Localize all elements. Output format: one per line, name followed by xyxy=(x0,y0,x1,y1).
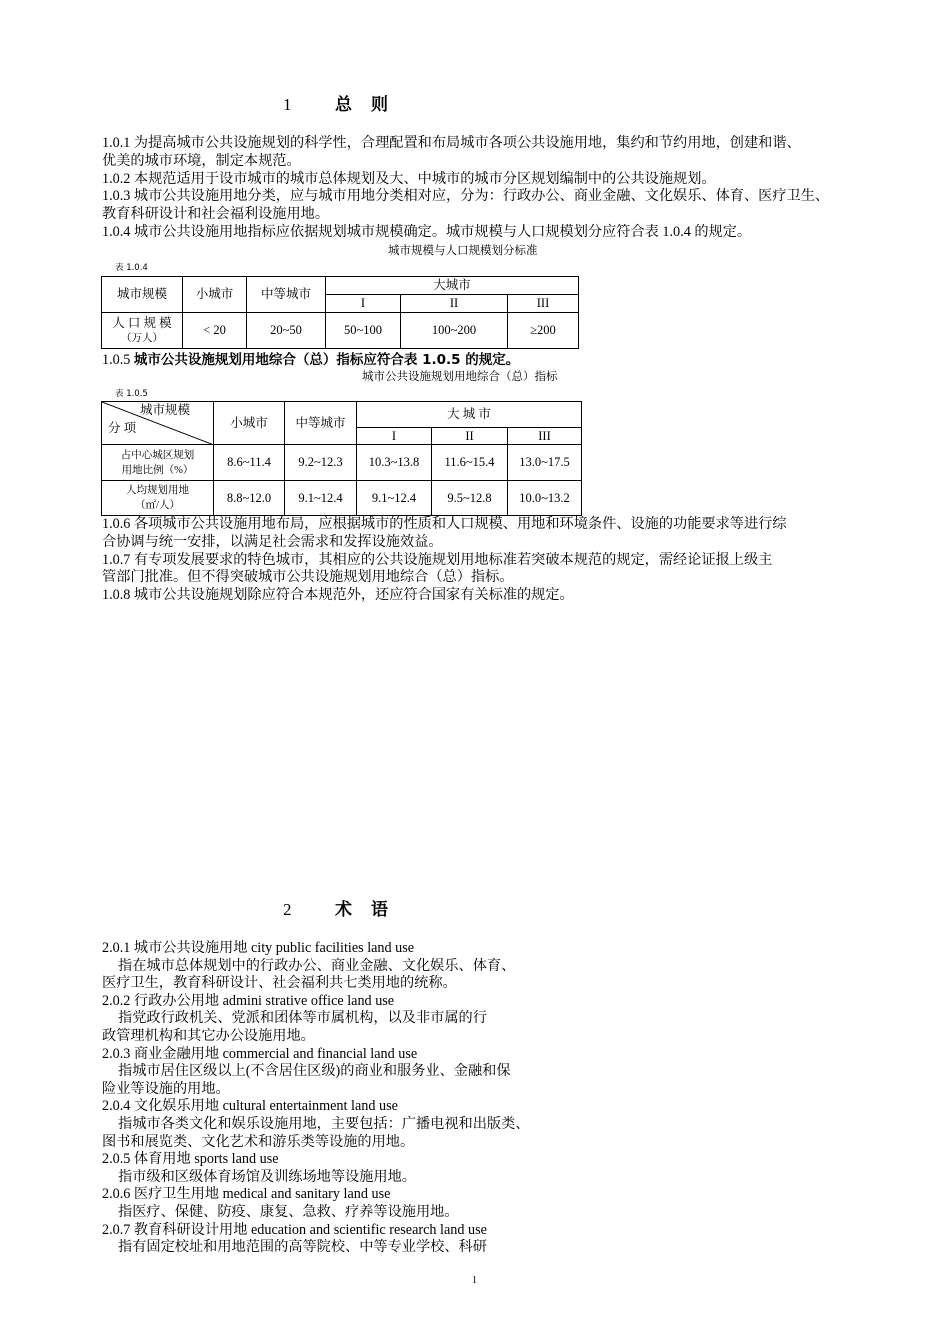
table-header-cell: 小城市 xyxy=(183,277,247,313)
table-cell: 20~50 xyxy=(247,313,326,349)
table-cell: 13.0~17.5 xyxy=(508,445,582,481)
table-header-cell: I xyxy=(326,295,401,313)
term-definition: 医疗卫生，教育科研设计、社会福利共七类用地的统称。 xyxy=(102,975,457,992)
paragraph-105 xyxy=(102,348,519,369)
table-row-label xyxy=(102,445,214,481)
table-header-cell: III xyxy=(508,428,582,445)
term-heading: 2.0.1 城市公共设施用地 city public facilities land use xyxy=(102,940,415,956)
paragraph-line: 管部门批准。但不得突破城市公共设施规划用地综合（总）指标。 xyxy=(102,569,514,586)
table-header-cell: I xyxy=(357,428,432,445)
paragraph-line: 1.0.6 各项城市公共设施用地布局，应根据城市的性质和人口规模、用地和环境条件、设施的功能要求等进行综 xyxy=(102,516,787,532)
term-heading: 2.0.6 医疗卫生用地 medical and sanitary land use xyxy=(102,1186,391,1203)
term-definition: 指有固定校址和用地范围的高等院校、中等专业学校、科研 xyxy=(118,1239,487,1256)
table-header-cell: 中等城市 xyxy=(285,402,357,445)
term-definition: 政管理机构和其它办公设施用地。 xyxy=(102,1027,315,1044)
table-105 xyxy=(101,401,582,516)
table-cell: ≥200 xyxy=(508,313,579,349)
table-cell: 8.8~12.0 xyxy=(214,481,285,516)
table-cell: 10.0~13.2 xyxy=(508,481,582,516)
table-cell: 11.6~15.4 xyxy=(432,445,508,481)
term-definition: 险业等设施的用地。 xyxy=(102,1080,230,1097)
table-105-label: 表 1.0.5 xyxy=(115,389,148,399)
table-104-caption: 城市规模与人口规模划分标准 xyxy=(388,243,538,257)
chapter-1-heading xyxy=(283,90,389,115)
term-definition: 指在城市总体规划中的行政办公、商业金融、文化娱乐、体育、 xyxy=(118,957,516,974)
table-cell: 50~100 xyxy=(326,313,401,349)
chapter-2-number: 2 xyxy=(283,900,293,919)
paragraph-105-prefix: 1.0.5 xyxy=(102,352,134,368)
chapter-2-heading xyxy=(283,895,389,920)
terms-list xyxy=(102,940,802,1257)
table-header-cell: II xyxy=(401,295,508,313)
paragraph-line: 1.0.8 城市公共设施规划除应符合本规范外，还应符合国家有关标准的规定。 xyxy=(102,587,574,604)
table-header-cell: II xyxy=(432,428,508,445)
table-header-cell: 大城市 xyxy=(326,277,579,295)
paragraph-line: 优美的城市环境，制定本规范。 xyxy=(102,152,301,169)
table-105-caption: 城市公共设施规划用地综合（总）指标 xyxy=(362,369,558,383)
paragraph-line: 1.0.7 有专项发展要求的特色城市，其相应的公共设施规划用地标准若突破本规范的规定，需经论证报上级主 xyxy=(102,551,773,568)
table-cell: 9.2~12.3 xyxy=(285,445,357,481)
paragraph-line: 教育科研设计和社会福利设施用地。 xyxy=(102,206,330,223)
term-definition: 指城市各类文化和娱乐设施用地，主要包括：广播电视和出版类、 xyxy=(118,1115,530,1132)
row-label-line: 人 口 规 模 xyxy=(112,315,172,330)
chapter-1-intro xyxy=(102,135,867,242)
table-header-cell: 中等城市 xyxy=(247,277,326,313)
chapter-1-title: 总 则 xyxy=(335,95,389,114)
term-definition: 指党政行政机关、党派和团体等市属机构，以及非市属的行 xyxy=(118,1010,487,1027)
row-label-line: 占中心城区规划 xyxy=(120,449,195,461)
table-cell: 9.5~12.8 xyxy=(432,481,508,516)
paragraph-line: 1.0.1 为提高城市公共设施规划的科学性，合理配置和布局城市各项公共设施用地，集约和节约用地，创建和谐、 xyxy=(102,135,801,151)
table-row-label xyxy=(102,481,214,516)
diagonal-top-label: 城市规模 xyxy=(140,403,191,417)
term-definition: 指医疗、保健、防疫、康复、急救、疗养等设施用地。 xyxy=(118,1203,459,1220)
row-label-unit: （万人） xyxy=(121,332,163,344)
term-heading: 2.0.2 行政办公用地 admini strative office land use xyxy=(102,992,395,1009)
table-header-cell: 大 城 市 xyxy=(357,402,582,428)
paragraph-line: 合协调与统一安排，以满足社会需求和发挥设施效益。 xyxy=(102,533,443,550)
chapter-1-number: 1 xyxy=(283,95,293,114)
table-cell: 8.6~11.4 xyxy=(214,445,285,481)
paragraph-105-bold: 城市公共设施规划用地综合（总）指标应符合表 1.0.5 的规定。 xyxy=(133,352,520,368)
table-cell: 10.3~13.8 xyxy=(357,445,432,481)
term-definition: 图书和展览类、文化艺术和游乐类等设施的用地。 xyxy=(102,1133,415,1150)
paragraph-line: 1.0.3 城市公共设施用地分类，应与城市用地分类相对应，分为：行政办公、商业金融、文化娱乐、体育、医疗卫生、 xyxy=(102,188,830,205)
table-104 xyxy=(101,276,579,349)
table-header-cell: 小城市 xyxy=(214,402,285,445)
table-cell: 100~200 xyxy=(401,313,508,349)
diagonal-bottom-label: 分 项 xyxy=(108,421,137,435)
chapter-2-title: 术 语 xyxy=(335,900,389,919)
term-heading: 2.0.3 商业金融用地 commercial and financial land use xyxy=(102,1045,418,1062)
paragraph-line: 1.0.2 本规范适用于设市城市的城市总体规划及大、中城市的城市分区规划编制中的公共设施规划。 xyxy=(102,170,716,187)
page-number: 1 xyxy=(472,1275,477,1286)
term-heading: 2.0.4 文化娱乐用地 cultural entertainment land use xyxy=(102,1098,398,1115)
term-definition: 指城市居住区级以上(不含居住区级)的商业和服务业、金融和保 xyxy=(118,1063,511,1080)
table-header-cell: 城市规模 xyxy=(102,277,183,313)
table-diagonal-header xyxy=(102,402,214,445)
table-row-label xyxy=(102,313,183,349)
table-104-label: 表 1.0.4 xyxy=(115,263,148,273)
term-definition: 指市级和区级体育场馆及训练场地等设施用地。 xyxy=(118,1168,416,1185)
term-heading: 2.0.5 体育用地 sports land use xyxy=(102,1151,279,1168)
table-cell: 9.1~12.4 xyxy=(357,481,432,516)
table-cell: 9.1~12.4 xyxy=(285,481,357,516)
row-label-line: （㎡/人） xyxy=(135,500,180,511)
table-cell: < 20 xyxy=(183,313,247,349)
term-heading: 2.0.7 教育科研设计用地 education and scientific research land use xyxy=(102,1221,487,1238)
chapter-1-closing xyxy=(102,516,867,605)
paragraph-line: 1.0.4 城市公共设施用地指标应依据规划城市规模确定。城市规模与人口规模划分应符合表 1.0.4 的规定。 xyxy=(102,223,752,240)
table-header-cell: III xyxy=(508,295,579,313)
row-label-line: 人均规划用地 xyxy=(126,485,189,496)
row-label-line: 用地比例（%） xyxy=(121,464,194,476)
